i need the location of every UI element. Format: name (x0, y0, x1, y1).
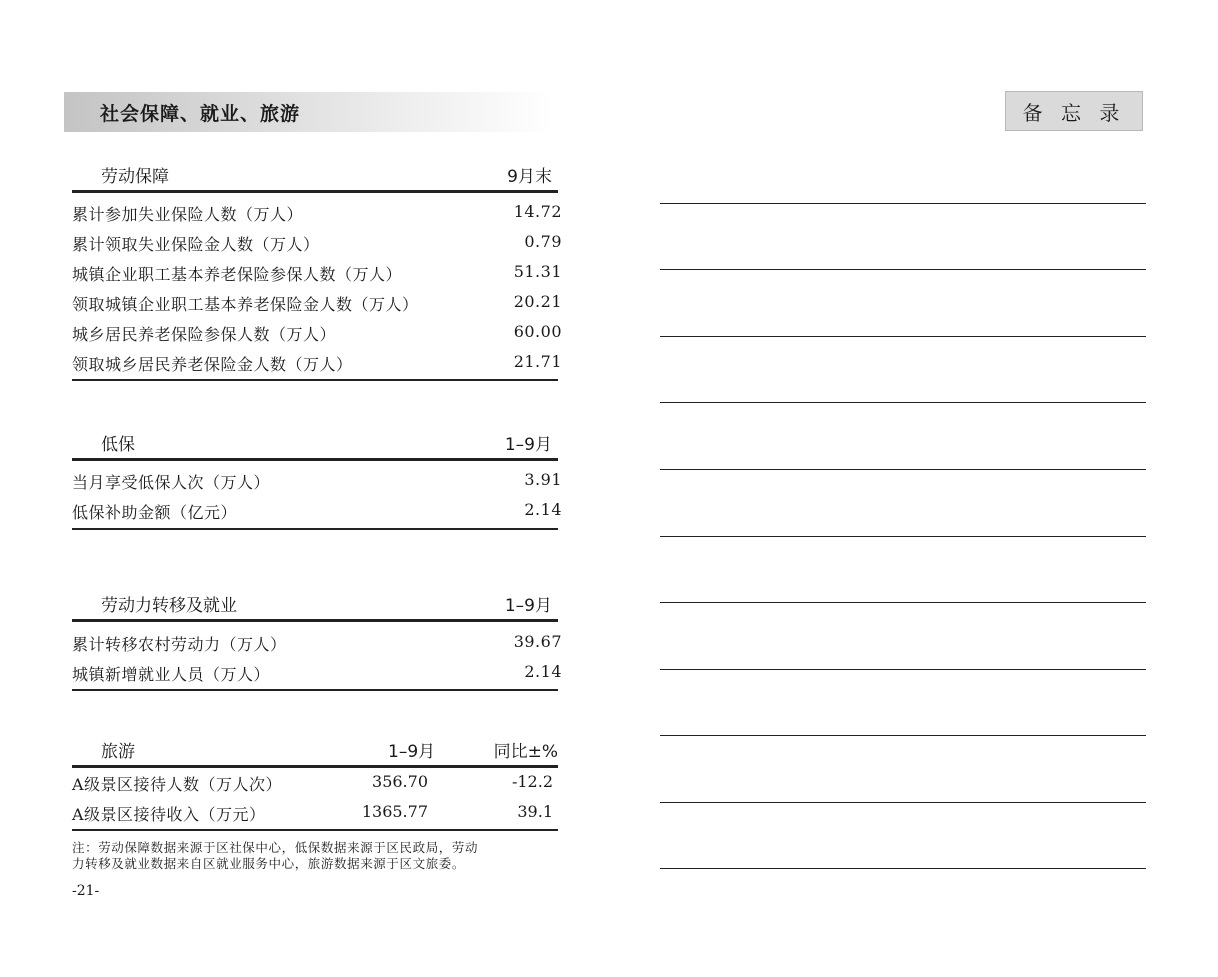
table-row: 城乡居民养老保险参保人数（万人） 60.00 (72, 322, 562, 344)
table-row: 累计转移农村劳动力（万人） 39.67 (72, 632, 562, 654)
labor-section-header (72, 160, 558, 193)
table-row: 当月享受低保人次（万人） 3.91 (72, 470, 562, 492)
table-row: 领取城乡居民养老保险金人数（万人） 21.71 (72, 352, 562, 374)
table-row: 城镇新增就业人员（万人） 2.14 (72, 662, 562, 684)
memo-line (660, 735, 1146, 736)
dibao-section-header (72, 428, 558, 461)
memo-line (660, 402, 1146, 403)
tourism-section-title: 旅游 (101, 742, 135, 762)
dibao-section-title: 低保 (101, 435, 135, 455)
memo-title: 备 忘 录 (1005, 91, 1143, 131)
table-bottom-rule (72, 379, 558, 381)
tourism-column-header-period: 1–9月 (388, 742, 436, 762)
dibao-column-header: 1–9月 (504, 435, 552, 455)
memo-line (660, 868, 1146, 869)
table-row: 累计领取失业保险金人数（万人） 0.79 (72, 232, 562, 254)
memo-line (660, 469, 1146, 470)
page-title: 社会保障、就业、旅游 (100, 103, 301, 125)
table-row: 领取城镇企业职工基本养老保险金人数（万人） 20.21 (72, 292, 562, 314)
employment-column-header: 1–9月 (504, 596, 552, 616)
table-row: 城镇企业职工基本养老保险参保人数（万人） 51.31 (72, 262, 562, 284)
footnote: 注：劳动保障数据来源于区社保中心，低保数据来源于区民政局，劳动 力转移及就业数据来自区就业服务中心，旅游数据来源于区文旅委。 (72, 840, 479, 871)
employment-section-header (72, 589, 558, 622)
memo-line (660, 269, 1146, 270)
table-row: A级景区接待收入（万元） 1365.77 39.1 (72, 802, 553, 824)
memo-line (660, 203, 1146, 204)
labor-column-header: 9月末 (507, 167, 552, 187)
tourism-section-header (72, 735, 558, 768)
labor-section-title: 劳动保障 (101, 167, 169, 187)
memo-line (660, 536, 1146, 537)
table-row: 低保补助金额（亿元） 2.14 (72, 500, 562, 522)
tourism-column-header-yoy: 同比±% (493, 742, 558, 762)
table-bottom-rule (72, 689, 558, 691)
table-bottom-rule (72, 528, 558, 530)
memo-line (660, 602, 1146, 603)
employment-section-title: 劳动力转移及就业 (101, 596, 237, 616)
table-bottom-rule (72, 829, 558, 831)
page-number: -21- (72, 883, 100, 899)
memo-line (660, 336, 1146, 337)
table-row: A级景区接待人数（万人次） 356.70 -12.2 (72, 772, 553, 794)
memo-line (660, 802, 1146, 803)
table-row: 累计参加失业保险人数（万人） 14.72 (72, 202, 562, 224)
memo-line (660, 669, 1146, 670)
